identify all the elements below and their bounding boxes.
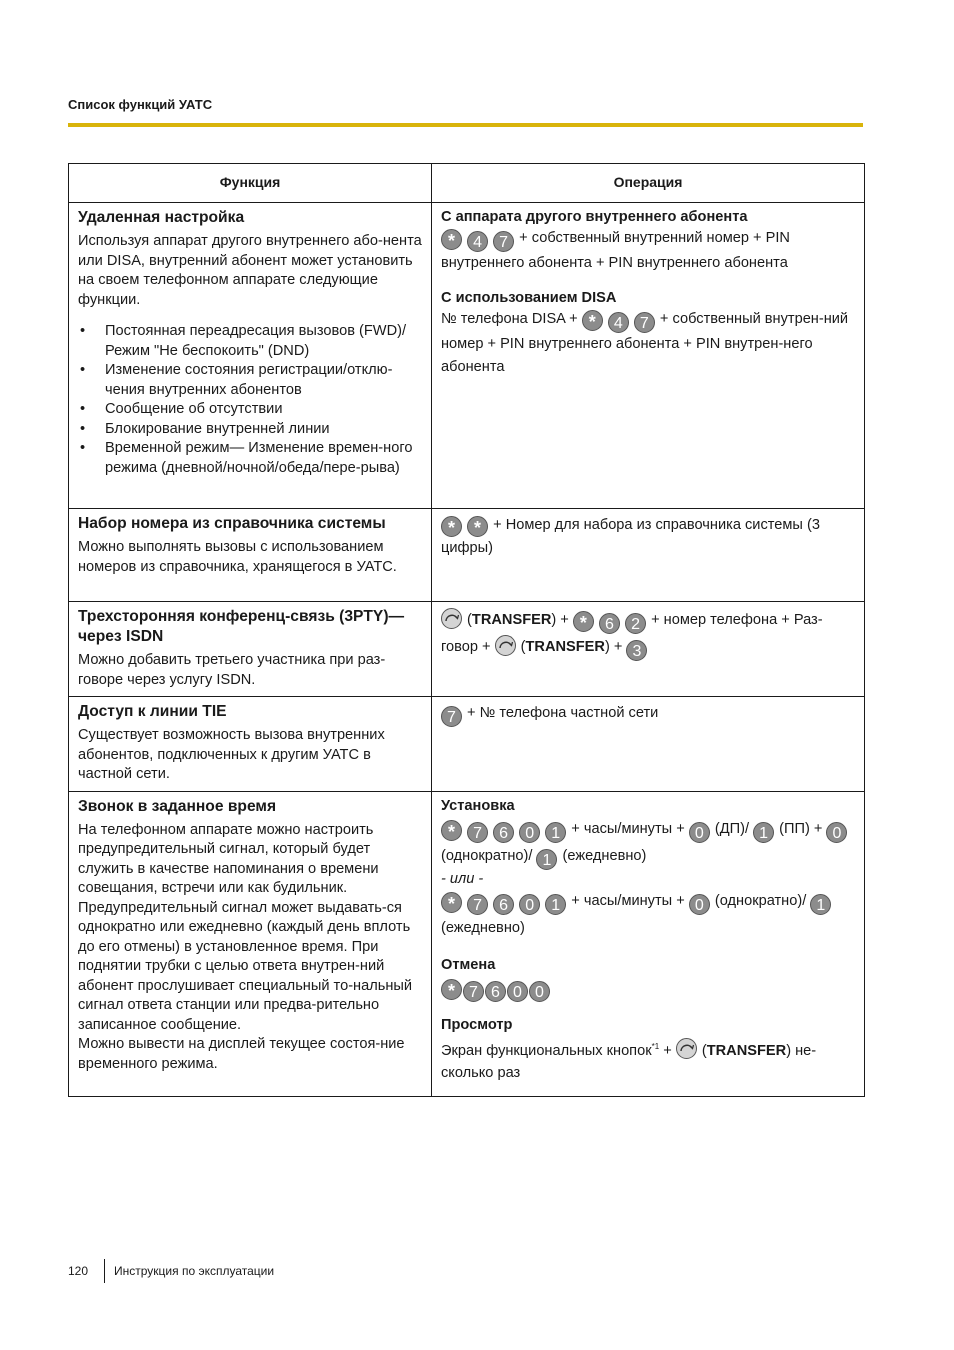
function-cell	[69, 791, 432, 1096]
function-cell	[69, 602, 432, 697]
digit-key-icon: 0	[826, 822, 847, 843]
page-footer	[68, 1259, 274, 1283]
star-key-icon: *	[441, 979, 462, 1000]
function-name: Звонок в заданное время	[78, 797, 277, 815]
list-item: • Изменение состояния регистрации/отклю-чения внутренних абонентов	[78, 361, 422, 400]
footnote-marker: *1	[651, 1041, 660, 1051]
operation-subheading: Отмена	[441, 956, 496, 973]
table-row	[69, 791, 865, 1096]
digit-key-icon: 4	[608, 312, 629, 333]
operation-cell	[432, 697, 865, 792]
transfer-key-icon	[495, 635, 516, 656]
digit-key-icon: 3	[626, 640, 647, 661]
operation-text: +	[659, 1042, 676, 1059]
digit-key-icon: 0	[519, 894, 540, 915]
operation-cell	[432, 791, 865, 1096]
or-separator: - или -	[441, 870, 484, 887]
digit-key-icon: 0	[689, 822, 710, 843]
operation-text: (ежедневно)	[558, 847, 647, 864]
digit-key-icon: 2	[625, 613, 646, 634]
list-item: • Постоянная переадресация вызовов (FWD)/Режим "Не беспокоить" (DND)	[78, 322, 422, 361]
digit-key-icon: 0	[507, 981, 528, 1002]
operation-subheading: С использованием DISA	[441, 290, 617, 306]
function-description: Используя аппарат другого внутреннего або-нента или DISA, внутренний абонент может установить на своем телефонном аппарате следующие функции.	[78, 233, 422, 308]
feature-table	[68, 163, 865, 1097]
digit-key-icon: 1	[810, 894, 831, 915]
digit-key-icon: 6	[493, 894, 514, 915]
operation-text: (ДП)/	[710, 820, 754, 837]
digit-key-icon: 0	[519, 822, 540, 843]
column-header-operation: Операция	[432, 164, 865, 203]
transfer-key-icon	[441, 608, 462, 629]
star-key-icon: *	[582, 310, 603, 331]
operation-steps	[441, 975, 855, 1002]
function-description: Можно добавить третьего участника при раз-говоре через услугу ISDN.	[78, 652, 386, 688]
operation-subheading: Просмотр	[441, 1016, 513, 1033]
digit-key-icon: 7	[467, 822, 488, 843]
operation-steps	[441, 514, 855, 560]
operation-cell	[432, 602, 865, 697]
operation-text: + собственный внутренний номер + PIN внутреннего абонента + PIN внутреннего абонента	[441, 230, 790, 271]
transfer-label: TRANSFER	[706, 1042, 787, 1059]
operation-text: + часы/минуты +	[567, 820, 689, 837]
page-section-title: Список функций УАТС	[68, 97, 213, 112]
transfer-key-icon	[676, 1038, 697, 1059]
star-key-icon: *	[441, 229, 462, 250]
digit-key-icon: 0	[529, 981, 550, 1002]
table-row	[69, 602, 865, 697]
table-row	[69, 697, 865, 792]
star-key-icon: *	[467, 516, 488, 537]
operation-text: (ежедневно)	[441, 919, 525, 936]
star-key-icon: *	[441, 892, 462, 913]
operation-text: + часы/минуты +	[567, 892, 689, 909]
function-name: Доступ к линии TIE	[78, 703, 227, 720]
digit-key-icon: 7	[467, 894, 488, 915]
transfer-label: TRANSFER	[471, 612, 552, 628]
operation-cell	[432, 509, 865, 602]
operation-steps: Экран функциональных кнопок$^{*1}$ + (TRANSFER) не-сколько раз	[441, 1035, 855, 1086]
operation-steps	[441, 227, 855, 275]
digit-key-icon: 1	[753, 822, 774, 843]
star-key-icon: *	[441, 516, 462, 537]
function-description: На телефонном аппарате можно настроить предупредительный сигнал, который будет служить в качестве напоминания о времени совещания, встречи или как будильник. Предупредительный сигнал может выдавать-ся однократно или ежедневно (каждый день вплоть до его отмены) в установленное время. При поднятии трубки с целью ответа внутрен-ний абонент прослушивает специальный то-нальный сигнал ответа станции или предва-рительно записанное сообщение.	[78, 821, 413, 1033]
operation-text: + номер телефона + Раз-говор +	[441, 612, 823, 655]
operation-steps	[441, 702, 855, 727]
operation-steps: (TRANSFER) + * 6 2 + номер телефона + Раз-говор + (TRANSFER) + 3	[441, 607, 855, 661]
operation-subheading: Установка	[441, 797, 515, 814]
digit-key-icon: 7	[463, 981, 484, 1002]
column-header-function: Функция	[69, 164, 432, 203]
digit-key-icon: 6	[493, 822, 514, 843]
digit-key-icon: 7	[493, 231, 514, 252]
digit-key-icon: 0	[689, 894, 710, 915]
operation-text: не-сколько раз	[441, 1042, 817, 1082]
operation-text: + собственный внутрен-ний номер + PIN внутреннего абонента + PIN внутрен-него абонента	[441, 311, 849, 375]
page-number: 120	[68, 1264, 89, 1278]
function-description: Существует возможность вызова внутренних абонентов, подключенных к другим УАТС в частной сети.	[78, 727, 385, 782]
footer-label: Инструкция по эксплуатации	[114, 1264, 275, 1278]
table-row	[69, 203, 865, 509]
digit-key-icon: 1	[545, 894, 566, 915]
footer-divider	[104, 1259, 105, 1283]
operation-text: (ПП) +	[775, 820, 827, 837]
digit-key-icon: 4	[467, 231, 488, 252]
transfer-label: TRANSFER	[525, 639, 605, 655]
operation-steps	[441, 816, 855, 870]
operation-text: (однократно)/	[710, 892, 811, 909]
list-item: • Блокирование внутренней линии	[78, 420, 422, 440]
function-description: Можно выполнять вызовы с использованием номеров из справочника, хранящегося в УАТС.	[78, 539, 397, 575]
function-name: Набор номера из справочника системы	[78, 515, 386, 532]
function-bullet-list	[78, 322, 422, 478]
table-header-row	[69, 164, 865, 203]
digit-key-icon: 6	[485, 981, 506, 1002]
operation-steps	[441, 308, 855, 379]
digit-key-icon: 6	[599, 613, 620, 634]
operation-subheading: С аппарата другого внутреннего абонента	[441, 209, 748, 225]
operation-text: (однократно)/	[441, 847, 537, 864]
operation-text: Экран функциональных кнопок	[441, 1042, 652, 1059]
function-cell	[69, 509, 432, 602]
list-item: • Сообщение об отсутствии	[78, 400, 422, 420]
list-item: • Временной режим— Изменение времен-ного режима (дневной/ночной/обеда/пере-рыва)	[78, 439, 422, 478]
header-divider	[68, 123, 863, 127]
function-cell	[69, 697, 432, 792]
digit-key-icon: 7	[634, 312, 655, 333]
function-cell	[69, 203, 432, 509]
digit-key-icon: 1	[545, 822, 566, 843]
operation-steps	[441, 888, 855, 942]
digit-key-icon: 7	[441, 706, 462, 727]
operation-text: + № телефона частной сети	[463, 705, 659, 721]
operation-cell	[432, 203, 865, 509]
star-key-icon: *	[573, 611, 594, 632]
table-row	[69, 509, 865, 602]
operation-text: + Номер для набора из справочника системы (3 цифры)	[441, 517, 820, 556]
operation-text: № телефона DISA +	[441, 311, 582, 327]
function-description-note: Можно вывести на дисплей текущее состоя-ние временного режима.	[78, 1036, 405, 1072]
function-name: Трехсторонняя конференц-связь (3PTY)—через ISDN	[78, 608, 405, 645]
digit-key-icon: 1	[536, 849, 557, 870]
function-name: Удаленная настройка	[78, 209, 245, 226]
star-key-icon: *	[441, 820, 462, 841]
